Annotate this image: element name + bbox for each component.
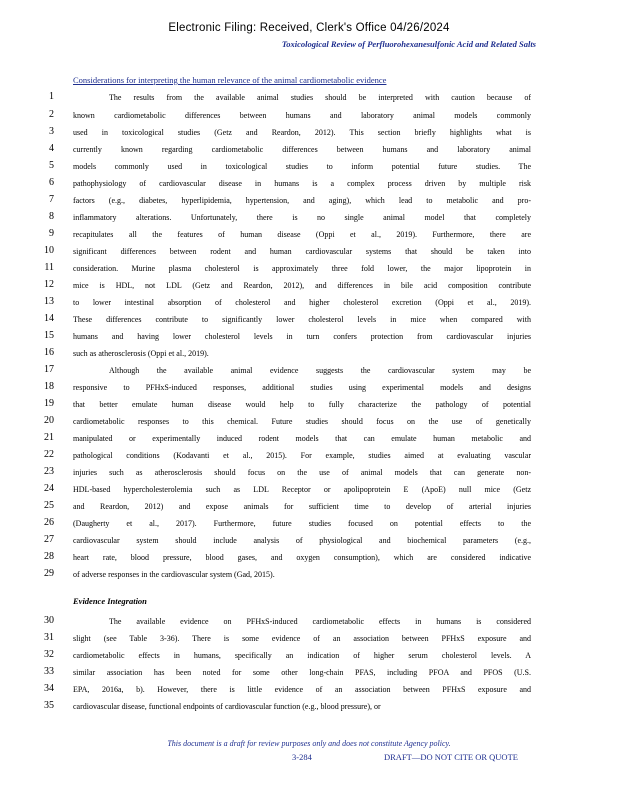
line-number: 26 [44, 517, 54, 528]
line-number: 14 [44, 313, 54, 324]
text-line: and Reardon, 2012) and expose animals for sufficient time to develop of arterial injuries [73, 502, 531, 511]
line-number: 27 [44, 534, 54, 545]
line-number: 35 [44, 700, 54, 711]
text-line: pathophysiology of cardiovascular disease in humans is a complex process driven by multiple risk [73, 179, 531, 188]
line-number: 4 [49, 143, 54, 154]
text-line: similar association has been noted for some other long-chain PFAS, including PFOA and PFOS (U.S. [73, 668, 531, 677]
section-heading[interactable]: Considerations for interpreting the human relevance of the animal cardiometabolic evidence [73, 75, 387, 85]
text-line: factors (e.g., diabetes, hyperlipidemia, hypertension, and aging), which lead to metabolic and pro- [73, 196, 531, 205]
text-line: (Daugherty et al., 2017). Furthermore, future studies focused on potential effects to the [73, 519, 531, 528]
text-line: pathological conditions (Kodavanti et al., 2015). For example, studies aimed at evaluating vascular [73, 451, 531, 460]
line-number: 22 [44, 449, 54, 460]
evidence-integration-heading: Evidence Integration [73, 596, 147, 606]
text-line: currently known regarding cardiometabolic differences between humans and laboratory animal [73, 145, 531, 154]
line-number: 9 [49, 228, 54, 239]
text-line: HDL-based hypercholesterolemia such as LDL Receptor or apolipoprotein E (ApoE) null mice (Getz [73, 485, 531, 494]
line-number: 11 [44, 262, 54, 273]
text-line: cardiovascular system should include analysis of physiological and biochemical parameters (e.g., [73, 536, 531, 545]
text-line: humans and having lower cholesterol levels in turn confers protection from cardiovascular injuries [73, 332, 531, 341]
line-number: 18 [44, 381, 54, 392]
draft-label: DRAFT—DO NOT CITE OR QUOTE [384, 752, 518, 762]
text-line: known cardiometabolic differences between humans and laboratory animal models commonly [73, 111, 531, 120]
line-number: 20 [44, 415, 54, 426]
line-number: 29 [44, 568, 54, 579]
text-line: Although the available animal evidence suggests the cardiovascular system may be [109, 366, 531, 375]
line-number: 30 [44, 615, 54, 626]
line-number: 31 [44, 632, 54, 643]
line-number: 7 [49, 194, 54, 205]
filing-header: Electronic Filing: Received, Clerk's Office 04/26/2024 [168, 22, 450, 34]
text-line: consideration. Murine plasma cholesterol is approximately three fold lower, the major lipoprotein in [73, 264, 531, 273]
line-number: 5 [49, 160, 54, 171]
text-line: The available evidence on PFHxS-induced cardiometabolic effects in humans is considered [109, 617, 531, 626]
line-number: 23 [44, 466, 54, 477]
line-number: 19 [44, 398, 54, 409]
text-line: The results from the available animal studies should be interpreted with caution because of [109, 93, 531, 102]
line-number: 21 [44, 432, 54, 443]
text-line: cardiovascular disease, functional endpoints of cardiovascular function (e.g., blood pressure), or [73, 702, 381, 711]
line-number: 34 [44, 683, 54, 694]
line-number: 33 [44, 666, 54, 677]
text-line: of adverse responses in the cardiovascular system (Gad, 2015). [73, 570, 275, 579]
draft-disclaimer: This document is a draft for review purposes only and does not constitute Agency policy. [167, 739, 451, 748]
line-number: 2 [49, 109, 54, 120]
line-number: 24 [44, 483, 54, 494]
line-number: 17 [44, 364, 54, 375]
text-line: that better emulate human disease would help to fully characterize the pathology of potential [73, 400, 531, 409]
text-line: mice is HDL, not LDL (Getz and Reardon, 2012), and differences in bile acid composition contribute [73, 281, 531, 290]
text-line: recapitulates all the features of human disease (Oppi et al., 2019). Furthermore, there are [73, 230, 531, 239]
line-number: 28 [44, 551, 54, 562]
text-line: EPA, 2016a, b). However, there is little evidence of an association between PFHxS exposure and [73, 685, 531, 694]
document-subtitle: Toxicological Review of Perfluorohexanesulfonic Acid and Related Salts [281, 39, 536, 49]
line-number: 32 [44, 649, 54, 660]
text-line: cardiometabolic effects in humans, specifically an indication of higher serum cholesterol levels. A [73, 651, 531, 660]
line-number: 12 [44, 279, 54, 290]
line-number: 25 [44, 500, 54, 511]
text-line: manipulated or experimentally induced rodent models that can emulate human metabolic and [73, 434, 531, 443]
text-line: heart rate, blood pressure, blood gases, and oxygen consumption), which are considered indicative [73, 553, 531, 562]
line-number: 15 [44, 330, 54, 341]
text-line: responsive to PFHxS-induced responses, additional studies using experimental models and designs [73, 383, 531, 392]
line-number: 13 [44, 296, 54, 307]
text-line: inflammatory alterations. Unfortunately, there is no single animal model that completely [73, 213, 531, 222]
text-line: cardiometabolic responses to this chemical. Future studies should focus on the use of genetically [73, 417, 531, 426]
text-line: injuries such as atherosclerosis should focus on the use of animal models that can generate non- [73, 468, 531, 477]
line-number: 10 [44, 245, 54, 256]
text-line: used in toxicological studies (Getz and Reardon, 2012). This section briefly highlights what is [73, 128, 531, 137]
text-line: such as atherosclerosis (Oppi et al., 2019). [73, 349, 209, 358]
text-line: significant differences between rodent and human cardiovascular systems that should be taken into [73, 247, 531, 256]
line-number: 16 [44, 347, 54, 358]
page-number: 3-284 [292, 752, 312, 762]
line-number: 3 [49, 126, 54, 137]
line-number: 8 [49, 211, 54, 222]
text-line: to lower intestinal absorption of cholesterol and higher cholesterol excretion (Oppi et al., 2019). [73, 298, 531, 307]
line-number: 6 [49, 177, 54, 188]
text-line: These differences contribute to significantly lower cholesterol levels in mice when compared with [73, 315, 531, 324]
line-number: 1 [49, 91, 54, 102]
text-line: slight (see Table 3-36). There is some evidence of an association between PFHxS exposure and [73, 634, 531, 643]
text-line: models commonly used in toxicological studies to inform potential future studies. The [73, 162, 531, 171]
